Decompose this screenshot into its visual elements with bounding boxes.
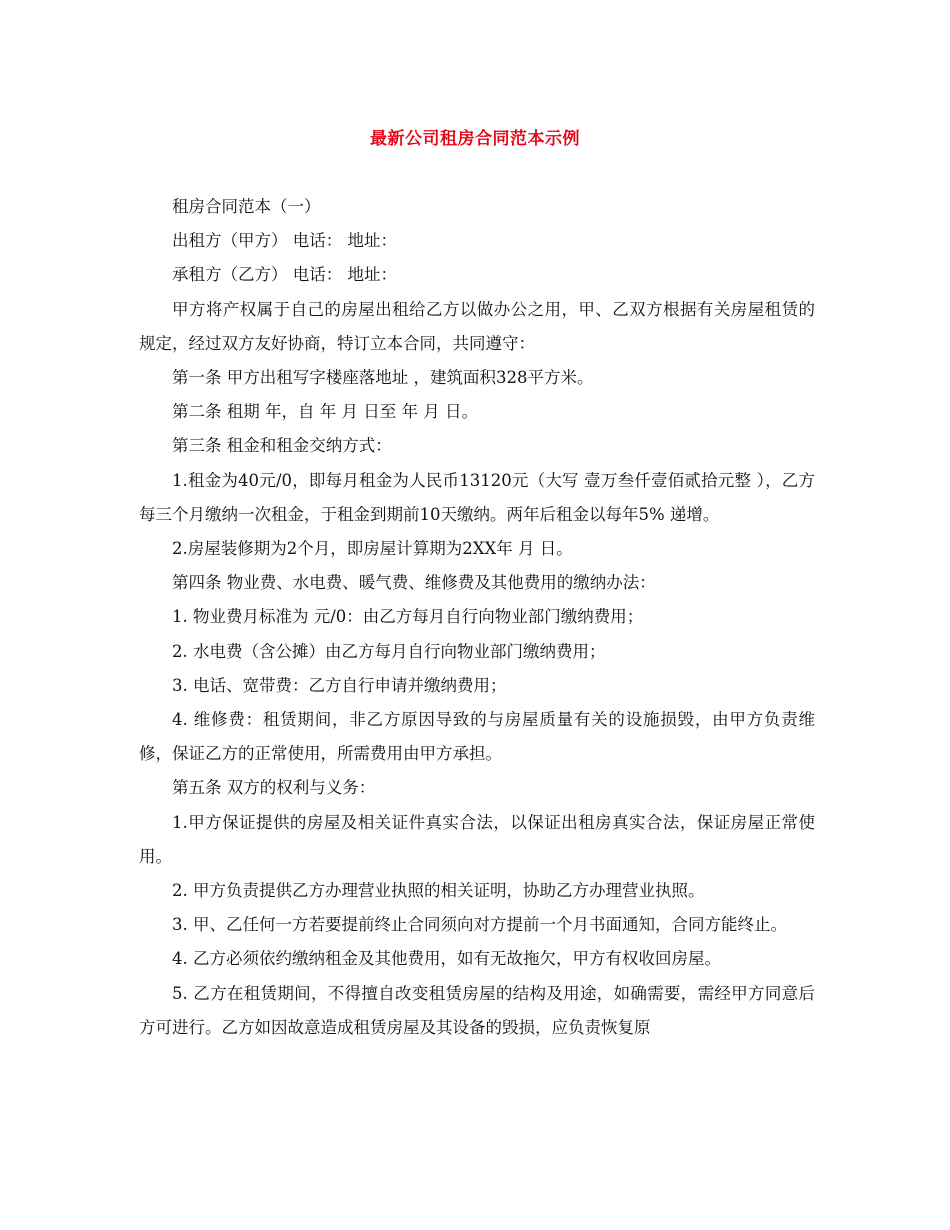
paragraph-article-3: 第三条 租金和租金交纳方式：	[172, 436, 392, 456]
paragraph-article-4-item-2: 2. 水电费（含公摊）由乙方每月自行向物业部门缴纳费用；	[172, 641, 606, 661]
paragraph-heading: 租房合同范本（一）	[172, 197, 321, 216]
paragraph-article-2: 第二条 租期 年，自 年 月 日至 年 月 日。	[172, 402, 478, 422]
paragraph-article-5-item-1: 1.甲方保证提供的房屋及相关证件真实合法，以保证出租房真实合法，保证房屋正常使用。	[139, 812, 815, 866]
paragraph-article-3-item-2: 2.房屋装修期为2个月，即房屋计算期为2XX年 月 日。	[172, 539, 573, 559]
document-body	[139, 190, 815, 1045]
paragraph-article-1: 第一条 甲方出租写字楼座落地址 ，建筑面积328平方米。	[172, 368, 594, 388]
paragraph-lessor: 出租方（甲方） 电话： 地址：	[172, 231, 397, 251]
paragraph-article-4: 第四条 物业费、水电费、暖气费、维修费及其他费用的缴纳办法：	[172, 573, 656, 593]
document-title: 最新公司租房合同范本示例	[370, 129, 580, 149]
paragraph-article-4-item-1: 1. 物业费月标准为 元/0：由乙方每月自行向物业部门缴纳费用；	[172, 607, 644, 627]
paragraph-article-5-item-3: 3. 甲、乙任何一方若要提前终止合同须向对方提前一个月书面通知，合同方能终止。	[172, 915, 787, 935]
paragraph-article-4-item-4: 4. 维修费：租赁期间，非乙方原因导致的与房屋质量有关的设施损毁，由甲方负责维修，保证乙方的正常使用，所需费用由甲方承担。	[139, 710, 815, 764]
paragraph-article-4-item-3: 3. 电话、宽带费：乙方自行申请并缴纳费用；	[172, 675, 507, 695]
paragraph-lessee: 承租方（乙方） 电话： 地址：	[172, 265, 397, 285]
paragraph-article-5: 第五条 双方的权利与义务：	[172, 778, 376, 798]
paragraph-article-5-item-2: 2. 甲方负责提供乙方办理营业执照的相关证明，协助乙方办理营业执照。	[172, 881, 705, 901]
paragraph-article-5-item-4: 4. 乙方必须依约缴纳租金及其他费用，如有无故拖欠，甲方有权收回房屋。	[172, 949, 721, 969]
paragraph-article-3-item-1: 1.租金为40元/0，即每月租金为人民币13120元（大写 壹万叁仟壹佰贰拾元整 ），乙方每三个月缴纳一次租金，于租金到期前10天缴纳。两年后租金以每年5% 递增。	[139, 470, 815, 524]
paragraph-preamble: 甲方将产权属于自己的房屋出租给乙方以做办公之用，甲、乙双方根据有关房屋租赁的规定，经过双方友好协商，特订立本合同，共同遵守：	[139, 299, 815, 353]
paragraph-article-5-item-5: 5. 乙方在租赁期间，不得擅自改变租赁房屋的结构及用途，如确需要，需经甲方同意后方可进行。乙方如因故意造成租赁房屋及其设备的毁损，应负责恢复原	[139, 983, 815, 1037]
